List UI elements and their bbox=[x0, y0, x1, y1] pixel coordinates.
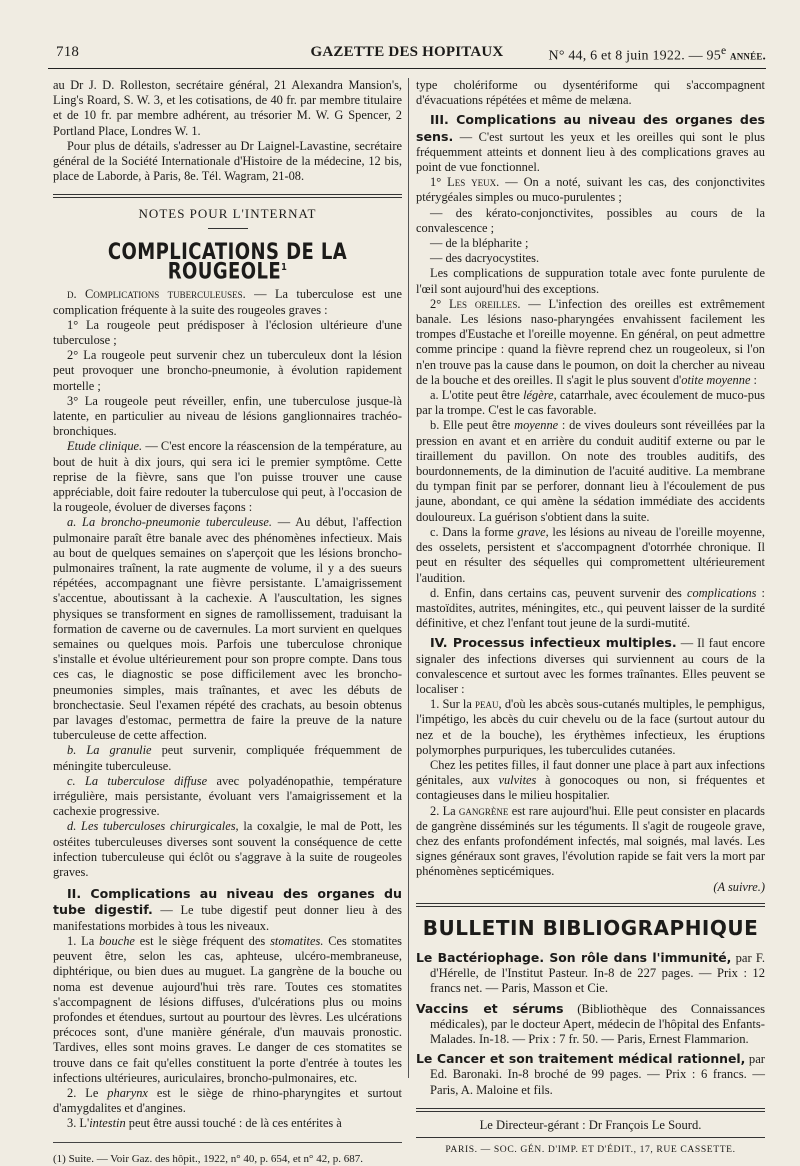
item-1: 1° La rougeole peut prédisposer à l'éclosion ultérieure d'une tuberculose ; bbox=[53, 317, 402, 347]
yeux-label: Les yeux. bbox=[447, 175, 500, 190]
or-b1: b. Elle peut être bbox=[430, 418, 515, 433]
filles-1: Chez les petites filles, il faut donner une place à part aux infections génitales, aux bbox=[416, 757, 765, 788]
bib2-title: Vaccins et sérums bbox=[416, 1000, 564, 1016]
ii-3-b: peut être aussi touché : de là ces entérites à bbox=[125, 1116, 342, 1131]
a-label: a. La broncho-pneumonie tuberculeuse. bbox=[67, 515, 272, 530]
peau-text: d'où les abcès sous-cutanés multiples, le pemphigus, l'impétigo, les abcès du cuir chevelu ou de la face (surtout autour du nez et de la bouche), les érythèmes infectieux, les éruptions polymorphes purpuriques, les tuberculides cutanées. bbox=[416, 697, 765, 757]
ii-item-2 bbox=[53, 1086, 402, 1116]
biblio-entry-1 bbox=[416, 950, 765, 997]
section-iii-text: — C'est surtout les yeux et les oreilles qui sont le plus fréquemment atteints et donnent lieu à des complications graves au point de vue fonctionnel. bbox=[416, 129, 765, 175]
directeur-gerant: Le Directeur-gérant : Dr François Le Sourd. bbox=[479, 1117, 702, 1132]
or-otite: otite moyenne bbox=[681, 372, 751, 387]
ears-d bbox=[416, 586, 765, 632]
imprint: PARIS. — SOC. GÉN. D'IMP. ET D'ÉDIT., 17, RUE CASSETTE. bbox=[445, 1144, 736, 1155]
gang-text: est rare aujourd'hui. Elle peut consister en placards de gangrène disséminés sur les téguments. Il s'agit de rougeole grave, chez des enfants profondément infectés, mal soignés, mal lavés. Les signes généraux sont graves, l'évolution rapide se fait vers la mort par phénomènes septicémiques. bbox=[416, 803, 765, 879]
girls bbox=[416, 758, 765, 804]
ii-3-intestin: intestin bbox=[89, 1116, 126, 1131]
d-heading: d. Complications tuberculeuses. bbox=[67, 287, 246, 302]
or-c2: les lésions au niveau de l'oreille moyenne, des osselets, persistent et s'accompagnent d'otorrhée chronique. Il peut en résulter des séquelles qui compromettent ultérieurement l'audition. bbox=[416, 524, 765, 585]
peau-num: 1. Sur la bbox=[430, 697, 476, 712]
continuation: type cholériforme ou dysentériforme qui s'accompagnent d'évacuations répétées et même de melæna. bbox=[416, 78, 765, 108]
ii-1-b: est le siège fréquent des bbox=[134, 933, 271, 948]
imprint-rule bbox=[416, 1137, 765, 1138]
etude-text: — C'est encore la réascension de la température, au bout de huit à dix jours, qui sera ici le premier symptôme. Cette reprise de la fièvre, sans que l'on puisse trouver une cause appréciable, doit faire redouter la tuberculose qui peut, à l'occasion de la rougeole, évoluer de diverses façons : bbox=[53, 439, 402, 515]
ii-3-a: 3. L' bbox=[67, 1116, 90, 1131]
left-column bbox=[53, 78, 402, 1166]
issue-date: N° 44, 6 et 8 juin 1922. — 95 bbox=[548, 48, 721, 64]
eyes-line-3: — des dacryocystites. bbox=[430, 251, 540, 266]
subsection-a bbox=[53, 515, 402, 743]
or-a1: a. L'otite peut être bbox=[430, 388, 524, 403]
biblio-rule bbox=[416, 903, 765, 907]
eyes bbox=[416, 175, 765, 205]
article-title-text: COMPLICATIONS DE LA ROUGEOLE bbox=[107, 239, 348, 285]
ears-a bbox=[416, 388, 765, 418]
b-label: b. La granulie bbox=[67, 743, 152, 758]
d-text: — La tuberculose est une complication fréquente à la suite des rougeoles graves : bbox=[53, 287, 403, 317]
a-text: — Au début, l'affection pulmonaire paraît être banale avec des phénomènes infectieux. Mais au bout de quelques semaines on s'aperçoit que les lésions broncho-pulmonaires traînent, la rate augmente de volume, il y a des sueurs répétées, accompagnant une fièvre persistante. L'amaigrissement s'accentue, aboutissant à la cachexie. A l'auscultation, les signes physiques se transforment en signes de ramollissement, traduisant la formation de caverne ou de cavernules. La mort survient en quelques semaines ou quelques mois. Parfois une tuberculose chronique s'installe et évolue ultérieurement pour son propre compte. Dans tous ces cas, le diagnostic se pose difficilement avec les broncho-pneumonies simples, mais traînantes, et avec les débuts de bronchectasie. Seul l'examen répété des crachats, au besoin obtenus par lavages d'estomac, permettra de faire la preuve de la nature tuberculeuse de cette affection. bbox=[53, 515, 402, 743]
tuberculous-intro bbox=[53, 287, 402, 317]
ii-2-b: est le siège de rhino-pharyngites et surtout d'amygdalites et d'angines. bbox=[53, 1085, 402, 1116]
item-2: 2° La rougeole peut survenir chez un tuberculeux dont la lésion peut provoquer une broncho-pneumonie, à évolution rapidement mortelle ; bbox=[53, 348, 402, 393]
page-number: 718 bbox=[56, 44, 80, 60]
article-title-note: 1 bbox=[281, 261, 288, 273]
item-3: 3° La rougeole peut réveiller, enfin, une tuberculose jusque-là latente, en particulier au niveau de lésions ganglionnaires trachéo-bronchiques. bbox=[53, 393, 402, 439]
ii-2-pharynx: pharynx bbox=[107, 1085, 148, 1100]
right-column bbox=[416, 78, 765, 1157]
section-double-rule bbox=[53, 194, 402, 198]
issue-info bbox=[549, 44, 766, 65]
journal-title: GAZETTE DES HOPITAUX bbox=[310, 44, 504, 60]
ii-1-a: 1. La bbox=[67, 933, 100, 948]
ears bbox=[416, 297, 765, 388]
page-header bbox=[48, 36, 766, 66]
gang-num: 2. La bbox=[430, 803, 459, 818]
bib1-title: Le Bactériophage. Son rôle dans l'immunité, bbox=[416, 949, 732, 965]
or-b2: : de vives douleurs sont réveillées par la pression en avant et en arrière du conduit auditif externe ou par le tiraillement du pavillon. On note des troubles auditifs, des bourdonnements, de la diminution de l'acuité auditive. La membrane du tympan finit par se perforer, donnant lieu à l'écoulement de pus jaune, abondant, ce qui amène la sédation immédiate des accidents douloureux. La guérison s'obtient dans la suite. bbox=[416, 418, 765, 524]
b-text: peut survenir, compliquée fréquemment de méningite tuberculeuse. bbox=[53, 743, 403, 773]
or-a2: catarrhale, avec écoulement de muco-pus par la trompe. C'est le cas favorable. bbox=[416, 388, 765, 418]
footnote: (1) Suite. — Voir Gaz. des hôpit., 1922, n° 40, p. 654, et n° 42, p. 687. bbox=[53, 1142, 402, 1166]
yeux-num: 1° bbox=[430, 175, 448, 190]
biblio-title: BULLETIN BIBLIOGRAPHIQUE bbox=[422, 915, 759, 940]
intro-paragraph-2: Pour plus de détails, s'adresser au Dr Laignel-Lavastine, secrétaire général de la Société Internationale d'Histoire de la médecine, 12 bis, place de Laborde, à Paris, 8e. Tél. Wagram, 21-08. bbox=[53, 138, 402, 184]
header-rule bbox=[48, 68, 766, 69]
or-c-grave: grave, bbox=[517, 524, 549, 539]
skin bbox=[416, 697, 765, 758]
filles-vulvites: vulvites bbox=[498, 773, 537, 788]
or-d1: d. Enfin, dans certains cas, peuvent survenir des bbox=[430, 585, 687, 600]
section-ii-text: — Le tube digestif peut donner lieu à des manifestations morbides à tous les niveaux. bbox=[53, 903, 402, 933]
notes-heading: NOTES POUR L'INTERNAT bbox=[138, 206, 317, 222]
yeux-text: — On a noté, suivant les cas, des conjonctivites ptérygéales simples ou muco-purulentes ; bbox=[416, 175, 765, 205]
or-d-complications: complications bbox=[686, 585, 757, 600]
to-be-continued: (A suivre.) bbox=[713, 879, 765, 894]
eyes-line-2: — de la blépharite ; bbox=[430, 236, 529, 251]
ii-1-stom: stomatites. bbox=[270, 933, 324, 948]
column-divider bbox=[408, 78, 409, 1078]
issue-sup: e bbox=[720, 44, 727, 57]
ii-item-3 bbox=[53, 1116, 402, 1131]
dd-text: la coxalgie, le mal de Pott, les ostéites tuberculeuses diverses sont souvent la conséquence de cette infection tuberculeuse qui éclôt ou s'aggrave à la suite de rougeoles graves. bbox=[53, 819, 402, 880]
article-title bbox=[84, 239, 370, 285]
gerant-rule bbox=[416, 1108, 765, 1112]
ii-item-1 bbox=[53, 934, 402, 1086]
filles-2: à gonocoques ou non, si fréquentes et contagieuses dans le milieu hospitalier. bbox=[416, 773, 765, 803]
section-iv bbox=[416, 635, 765, 697]
section-iii bbox=[416, 112, 765, 175]
or-num: 2° bbox=[430, 296, 449, 311]
ii-1-c: Ces stomatites peuvent être, selon les cas, aphteuse, ulcéro-membraneuse, diphtérique, ou bien dues au muguet. La gangrène de la bouche ou noma est devenue aujourd'hui très rare. Toutes ces stomatites s'accompagnent de lésions diffuses, d'ulcérations plus ou moins profondes et étendues, surtout au pourtour des lèvres. Les ulcérations précoces sont, d'une manière générale, d'un mauvais pronostic. Tardives, elles sont moins graves. Le danger de ces stomatites se trouve dans ce fait qu'elles constituent la porte d'entrée à toutes les infections ultérieures, auriculaires, broncho-pulmonaires, etc. bbox=[53, 933, 402, 1085]
eyes-paragraph: Les complications de suppuration totale avec fonte purulente de l'œil sont aujourd'hui des exceptions. bbox=[416, 266, 765, 296]
gangrene bbox=[416, 804, 765, 880]
short-rule bbox=[208, 228, 248, 229]
section-iv-heading: IV. Processus infectieux multiples. bbox=[430, 635, 677, 651]
eyes-line-1: — des kérato-conjonctivites, possibles au cours de la convalescence ; bbox=[416, 205, 765, 235]
ears-c bbox=[416, 525, 765, 586]
or-b-moyenne: moyenne bbox=[514, 418, 559, 433]
bib3-text: par Ed. Baronaki. In-8 broché de 99 pages. — Prix : 6 francs. — Paris, A. Maloine et fils. bbox=[430, 1052, 765, 1097]
ears-b bbox=[416, 418, 765, 524]
or-a-legere: légère, bbox=[523, 388, 557, 403]
or-text1: — L'infection des oreilles est extrêmement banale. Les lésions naso-pharyngées envahissent facilement les trompes d'Eustache et l'oreille moyenne. En général, on peut admettre comme principe : quand la fièvre reprend chez un rougeoleux, si l'on n'en trouve pas la cause dans le poumon, on doit la chercher au niveau de la bouche et des oreilles. Il s'agit le plus souvent d' bbox=[416, 296, 765, 387]
c-label: c. La tuberculose diffuse bbox=[67, 773, 208, 788]
intro-paragraph-1: au Dr J. D. Rolleston, secrétaire général, 21 Alexandra Mansion's, Ling's Roard, S. W. 3, et les cotisations, de 40 fr. par membre titulaire et de 10 fr. par membre adhérent, au trésorier M. W. G Spencer, 2 Portland Place, Londres W. 1. bbox=[53, 78, 402, 138]
clinical-study bbox=[53, 439, 402, 515]
section-iv-text: — Il faut encore signaler des infections diverses qui surviennent au cours de la convalescence et surtout avec les formes traînantes. Elles peuvent se localiser : bbox=[416, 636, 765, 696]
section-iii-heading: III. Complications au niveau des organes des sens. bbox=[416, 112, 765, 144]
ii-1-bouche: bouche bbox=[99, 933, 135, 948]
biblio-entry-3 bbox=[416, 1051, 765, 1098]
subsection-c bbox=[53, 774, 402, 820]
bib2-text: (Bibliothèque des Connaissances médicales), par le docteur Apert, médecin de l'hôpital des Enfants-Malades. In-18. — Prix : 7 fr. 50. — Paris, Ernest Flammarion. bbox=[430, 1001, 765, 1046]
c-text: avec polyadénopathie, température irrégulière, mais persistante, évoluant vers l'amaigrissement et la cachexie progressive. bbox=[53, 773, 402, 819]
ii-2-a: 2. Le bbox=[67, 1085, 108, 1100]
subsection-d bbox=[53, 819, 402, 880]
gang-label: gangrène bbox=[458, 803, 509, 818]
section-ii bbox=[53, 886, 402, 934]
peau-label: peau, bbox=[475, 697, 502, 712]
bib3-title: Le Cancer et son traitement médical rationnel, bbox=[416, 1051, 746, 1067]
or-c1: c. Dans la forme bbox=[430, 524, 518, 539]
subsection-b bbox=[53, 743, 402, 773]
or-label: Les oreilles. bbox=[448, 296, 521, 311]
etude-label: Etude clinique. bbox=[67, 439, 143, 454]
biblio-entry-2 bbox=[416, 1001, 765, 1048]
dd-label: d. Les tuberculoses chirurgicales, bbox=[67, 819, 239, 834]
issue-suffix: année. bbox=[730, 47, 766, 63]
section-ii-heading: II. Complications au niveau des organes du tube digestif. bbox=[53, 886, 402, 918]
or-text2: : bbox=[750, 372, 757, 387]
bib1-text: par F. d'Hérelle, de l'Institut Pasteur. In-8 de 227 pages. — Prix : 12 francs net. — Paris, Masson et Cie. bbox=[430, 950, 765, 996]
or-d2: : mastoïdites, autrites, méningites, etc., qui peuvent laisser de la surdité définitive, et chez l'enfant tout jeune de la surdi-mutité. bbox=[416, 585, 765, 631]
